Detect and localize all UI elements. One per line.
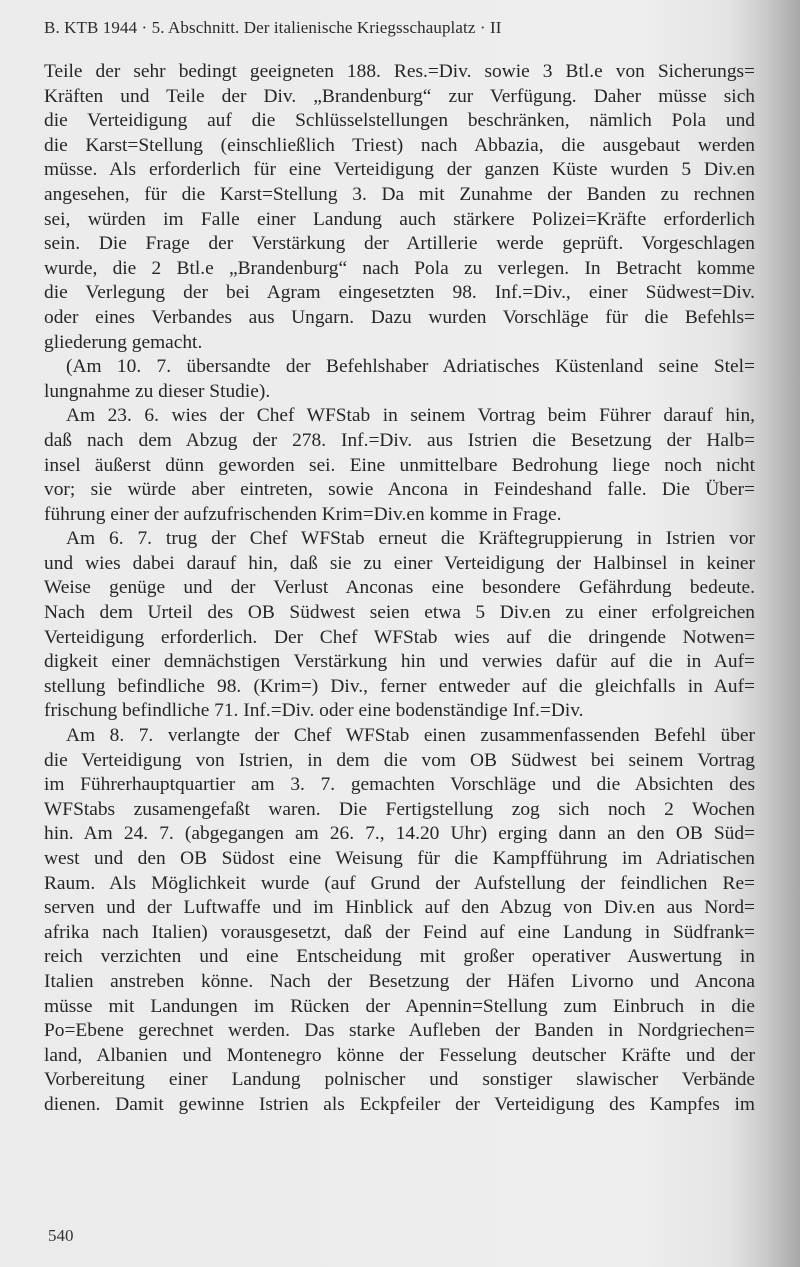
text-line: hin. Am 24. 7. (abgegangen am 26. 7., 14.20 Uhr) erging dann an den OB Süd= — [44, 823, 755, 845]
text-line: Nach dem Urteil des OB Südwest seien etwa 5 Div.en zu einer erfolgreichen — [44, 602, 755, 624]
text-line: die Verteidigung auf die Schlüsselstellungen beschränken, nämlich Pola und — [44, 110, 755, 132]
running-head: B. KTB 1944 · 5. Abschnitt. Der italienische Kriegsschauplatz · II — [44, 18, 502, 37]
text-line: die Verlegung der bei Agram eingesetzten 98. Inf.=Div., einer Südwest=Div. — [44, 282, 755, 304]
text-line: müsse. Als erforderlich für eine Verteidigung der ganzen Küste wurden 5 Div.en — [44, 159, 755, 181]
text-line: Teile der sehr bedingt geeigneten 188. Res.=Div. sowie 3 Btl.e von Sicherungs= — [44, 61, 755, 82]
body-text — [44, 60, 755, 1118]
text-line: vor; sie würde aber eintreten, sowie Ancona in Feindeshand falle. Die Über= — [44, 479, 755, 501]
text-line: Italien anstreben könne. Nach der Besetzung der Häfen Livorno und Ancona — [44, 970, 755, 992]
text-line: WFStabs zusamengefaßt waren. Die Fertigstellung zog sich noch 2 Wochen — [44, 798, 755, 820]
text-line: land, Albanien und Montenegro könne der Fesselung deutscher Kräfte und der — [44, 1044, 755, 1066]
text-line: digkeit einer demnächstigen Verstärkung hin und verwies dafür auf die in Auf= — [44, 651, 755, 673]
text-line: insel äußerst dünn geworden sei. Eine unmittelbare Bedrohung liege noch nicht — [44, 454, 755, 476]
text-line: lungnahme zu dieser Studie). — [44, 380, 271, 402]
text-line: frischung befindliche 71. Inf.=Div. oder eine bodenständige Inf.=Div. — [44, 700, 584, 722]
text-line: und wies dabei darauf hin, daß sie zu einer Verteidigung der Halbinsel in keiner — [44, 552, 755, 574]
text-line: Vorbereitung einer Landung polnischer und sonstiger slawischer Verbände — [44, 1069, 755, 1091]
text-line: führung einer der aufzufrischenden Krim=Div.en komme in Frage. — [44, 503, 562, 525]
text-line: Weise genüge und der Verlust Anconas eine besondere Gefährdung bedeute. — [44, 577, 755, 599]
text-line: reich verzichten und eine Entscheidung mit großer operativer Auswertung in — [44, 946, 755, 968]
text-line: dienen. Damit gewinne Istrien als Eckpfeiler der Verteidigung des Kampfes im — [44, 1093, 755, 1115]
text-line: sei, würden im Falle einer Landung auch stärkere Polizei=Kräfte erforderlich — [44, 208, 755, 230]
text-line: Am 23. 6. wies der Chef WFStab in seinem Vortrag beim Führer darauf hin, — [66, 405, 755, 427]
text-line: sein. Die Frage der Verstärkung der Artillerie werde geprüft. Vorgeschlagen — [44, 233, 755, 255]
text-line: serven und der Luftwaffe und im Hinblick auf den Abzug von Div.en aus Nord= — [44, 897, 755, 919]
text-line: afrika nach Italien) vorausgesetzt, daß der Feind auf eine Landung in Südfrank= — [44, 921, 755, 943]
page-number: 540 — [48, 1226, 74, 1245]
text-line: Am 6. 7. trug der Chef WFStab erneut die Kräftegruppierung in Istrien vor — [66, 528, 755, 550]
text-line: oder eines Verbandes aus Ungarn. Dazu wurden Vorschläge für die Befehls= — [44, 306, 755, 328]
text-line: müsse mit Landungen im Rücken der Apennin=Stellung zum Einbruch in die — [44, 995, 755, 1017]
text-line: angesehen, für die Karst=Stellung 3. Da mit Zunahme der Banden zu rechnen — [44, 183, 755, 205]
text-line: daß nach dem Abzug der 278. Inf.=Div. aus Istrien die Besetzung der Halb= — [44, 429, 755, 451]
text-line: Po=Ebene gerechnet werden. Das starke Aufleben der Banden in Nordgriechen= — [44, 1020, 755, 1042]
text-line: die Karst=Stellung (einschließlich Triest) nach Abbazia, die ausgebaut werden — [44, 134, 755, 156]
text-line: Verteidigung erforderlich. Der Chef WFStab wies auf die dringende Notwen= — [44, 626, 755, 648]
text-line: die Verteidigung von Istrien, in dem die vom OB Südwest bei seinem Vortrag — [44, 749, 755, 771]
text-line: Raum. Als Möglichkeit wurde (auf Grund der Aufstellung der feindlichen Re= — [44, 872, 755, 894]
text-line: im Führerhauptquartier am 3. 7. gemachten Vorschläge und die Absichten des — [44, 774, 755, 796]
text-line: stellung befindliche 98. (Krim=) Div., ferner entweder auf die gleichfalls in Auf= — [44, 675, 755, 697]
text-line: west und den OB Südost eine Weisung für die Kampfführung im Adriatischen — [44, 848, 755, 869]
text-line: (Am 10. 7. übersandte der Befehlshaber Adriatisches Küstenland seine Stel= — [66, 356, 755, 378]
text-line: gliederung gemacht. — [44, 331, 203, 353]
text-line: Kräften und Teile der Div. „Brandenburg“ zur Verfügung. Daher müsse sich — [44, 85, 755, 107]
text-line: Am 8. 7. verlangte der Chef WFStab einen zusammenfassenden Befehl über — [66, 725, 755, 747]
text-line: wurde, die 2 Btl.e „Brandenburg“ nach Pola zu verlegen. In Betracht komme — [44, 257, 755, 279]
